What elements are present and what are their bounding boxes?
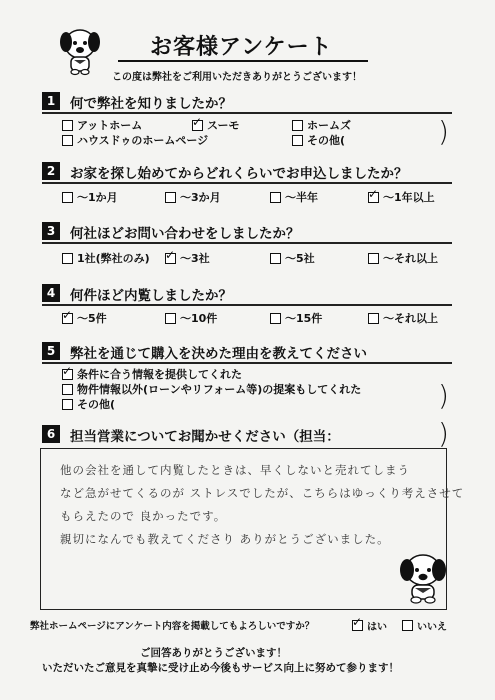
q3-option-5companies[interactable]: ～5社 [270,250,315,266]
q4-option-5[interactable]: ✓ ～5件 [62,310,107,326]
q5-option-other-proposals[interactable]: 物件情報以外(ローンやリフォーム等)の提案もしてくれた [62,381,361,397]
q3-option-more[interactable]: ～それ以上 [368,250,438,266]
checkbox[interactable] [62,399,73,410]
q2-option-3months[interactable]: ～3か月 [165,189,221,205]
checkbox[interactable] [270,192,281,203]
checkbox[interactable] [402,620,413,631]
q4-option-more[interactable]: ～それ以上 [368,310,438,326]
commitment-message: いただいたご意見を真摯に受け止め今後もサービス向上に努めて参ります！ [42,662,399,674]
checkbox[interactable] [292,120,303,131]
comment-line-2: など急がせてくるのが ストレスでしたが、こちらはゆっくり考えさせて [60,486,465,500]
survey-title: お客様アンケート [150,35,333,60]
question-4-rule [42,304,452,306]
checkbox[interactable] [292,135,303,146]
q2-option-1year-plus[interactable]: ✓ ～1年以上 [368,189,435,205]
comment-line-1: 他の会社を通して内覧したときは、早くしないと売れてしまう [60,463,410,477]
question-1-number: 1 [42,92,60,110]
q4-option-15[interactable]: ～15件 [270,310,322,326]
checkbox[interactable] [62,120,73,131]
q2-option-1month[interactable]: ～1か月 [62,189,118,205]
question-3-text: 何社ほどお問い合わせをしましたか？ [70,226,300,242]
permission-question: 弊社ホームページにアンケート内容を掲載してもよろしいですか？ [30,621,315,632]
checkbox[interactable] [368,253,379,264]
checkbox[interactable] [62,253,73,264]
checkbox-checked[interactable] [368,192,379,203]
q5-option-matching-info[interactable]: ✓ 条件に合う情報を提供してくれた [62,366,242,382]
checkbox-checked[interactable] [192,120,203,131]
close-bracket: ) [438,115,449,148]
permission-no[interactable]: いいえ [402,618,447,633]
q1-option-other[interactable]: その他( [292,132,345,148]
checkbox[interactable] [62,192,73,203]
question-1-text: 何で弊社を知りましたか？ [70,96,232,112]
question-4-text: 何件ほど内覧しましたか？ [70,288,232,304]
question-5-rule [42,362,452,364]
checkbox[interactable] [270,253,281,264]
q4-option-10[interactable]: ～10件 [165,310,217,326]
q5-option-other[interactable]: その他( [62,396,115,412]
checkbox-checked[interactable] [62,313,73,324]
q1-option-suumo[interactable]: ✓ スーモ [192,117,239,133]
question-2-text: お家を探し始めてからどれくらいでお申込しましたか？ [70,166,408,182]
checkbox-checked[interactable] [165,253,176,264]
question-3-number: 3 [42,222,60,240]
question-6-text: 担当営業についてお聞かせください（担当： [70,429,340,445]
checkbox[interactable] [62,384,73,395]
q3-option-1company[interactable]: 1社(弊社のみ) [62,250,150,266]
checkbox[interactable] [62,135,73,146]
question-2-number: 2 [42,162,60,180]
comment-line-4: 親切になんでも教えてくださり ありがとうございました。 [60,532,390,546]
question-4-number: 4 [42,284,60,302]
checkbox[interactable] [165,192,176,203]
question-5-text: 弊社を通じて購入を決めた理由を教えてください [70,346,367,362]
thanks-message: ご回答ありがとうございます！ [140,647,287,659]
close-bracket: ) [438,379,449,412]
survey-subtitle: この度は弊社をご利用いただきありがとうございます！ [112,72,362,83]
checkbox-checked[interactable] [352,620,363,631]
dog-mascot-icon [398,550,448,606]
q1-option-athome[interactable]: アットホーム [62,117,142,133]
question-5-number: 5 [42,342,60,360]
checkbox[interactable] [368,313,379,324]
dog-mascot-icon [58,24,102,76]
question-1-rule [42,112,452,114]
q1-option-homes[interactable]: ホームズ [292,117,351,133]
q2-option-halfyear[interactable]: ～半年 [270,189,318,205]
permission-yes[interactable]: ✓ はい [352,618,387,633]
question-2-rule [42,182,452,184]
checkbox-checked[interactable] [62,369,73,380]
question-6-number: 6 [42,425,60,443]
comment-line-3: もらえたので 良かったです。 [60,509,227,523]
checkbox[interactable] [165,313,176,324]
question-3-rule [42,242,452,244]
q1-option-housedo-hp[interactable]: ハウスドゥのホームページ [62,132,208,148]
q3-option-3companies[interactable]: ✓ ～3社 [165,250,210,266]
title-underline [118,60,368,62]
close-bracket: ) [438,417,449,450]
checkbox[interactable] [270,313,281,324]
